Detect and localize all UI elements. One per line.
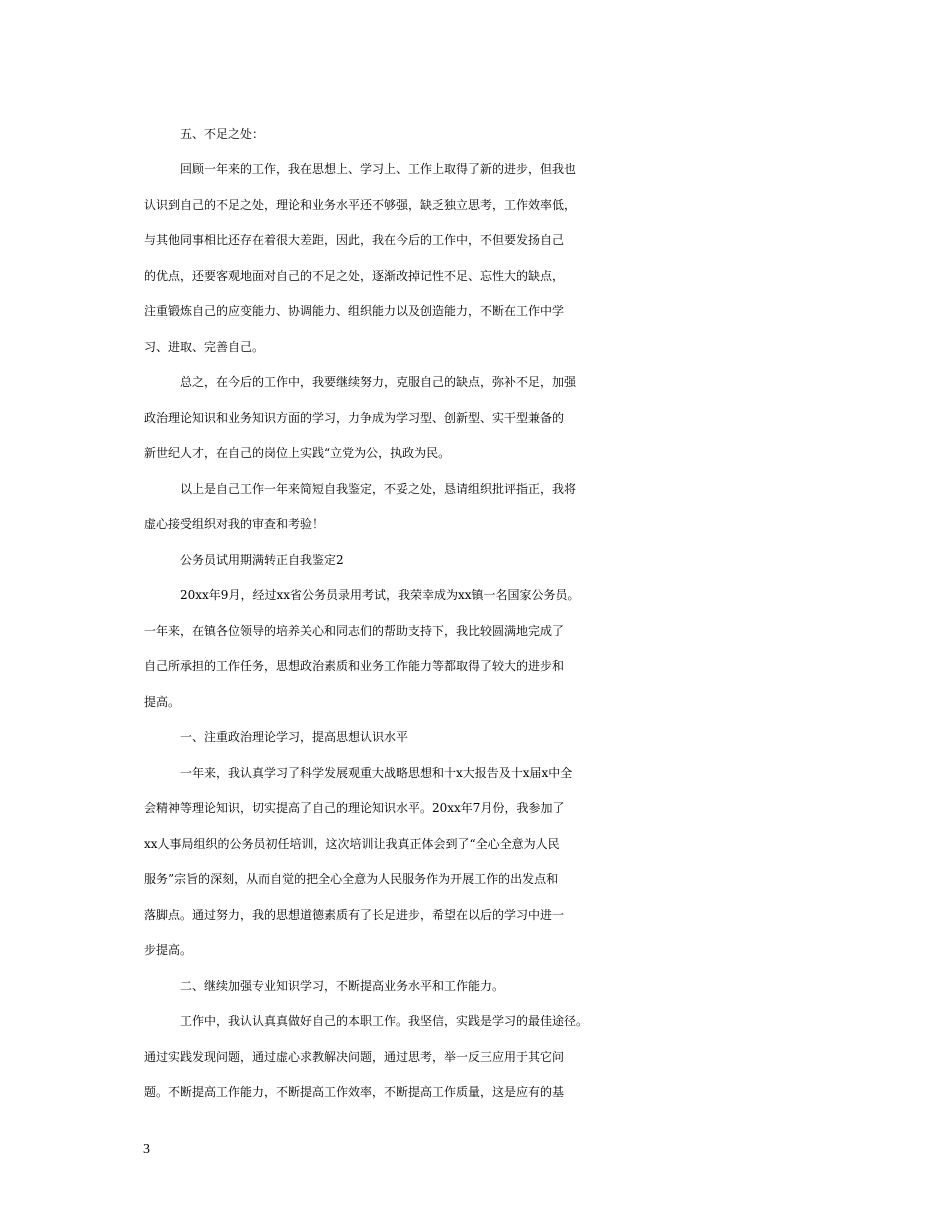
text-line: 五、不足之处： <box>180 127 265 141</box>
text-line: 自己所承担的工作任务，思想政治素质和业务工作能力等都取得了较大的进步和 <box>144 659 565 673</box>
text-line: 注重锻炼自己的应变能力、协调能力、组织能力以及创造能力，不断在工作中学 <box>144 304 565 318</box>
text-line: 服务”宗旨的深刻，从而自觉的把全心全意为人民服务作为开展工作的出发点和 <box>144 872 559 886</box>
text-line: 以上是自己工作一年来简短自我鉴定，不妥之处，恳请组织批评指正，我将 <box>180 482 577 496</box>
text-line: 一年来，在镇各位领导的培养关心和同志们的帮助支持下，我比较圆满地完成了 <box>144 624 565 638</box>
text-line: 落脚点。通过努力，我的思想道德素质有了长足进步，希望在以后的学习中进一 <box>144 908 565 922</box>
text-line: 习、进取、完善自己。 <box>144 340 265 354</box>
text-line: 步提高。 <box>144 943 193 957</box>
section-heading: 二、继续加强专业知识学习，不断提高业务水平和工作能力。 <box>180 979 505 993</box>
text-line: 新世纪人才，在自己的岗位上实践“立党为公，执政为民。 <box>144 446 451 460</box>
text-line: xx人事局组织的公务员初任培训，这次培训让我真正体会到了“全心全意为人民 <box>144 837 560 851</box>
section-title: 公务员试用期满转正自我鉴定2 <box>180 553 344 567</box>
text-line: 回顾一年来的工作，我在思想上、学习上、工作上取得了新的进步，但我也 <box>180 162 577 176</box>
text-line: 一年来，我认真学习了科学发展观重大战略思想和十x大报告及十x届x中全 <box>180 766 573 780</box>
text-line: 提高。 <box>144 695 181 709</box>
text-line: 20xx年9月，经过xx省公务员录用考试，我荣幸成为xx镇一名国家公务员。 <box>180 588 580 602</box>
text-line: 总之，在今后的工作中，我要继续努力，克服自己的缺点，弥补不足，加强 <box>180 375 577 389</box>
text-line: 与其他同事相比还存在着很大差距，因此，我在今后的工作中，不但要发扬自己 <box>144 233 565 247</box>
section-heading: 一、注重政治理论学习，提高思想认识水平 <box>180 730 409 744</box>
text-line: 会精神等理论知识，切实提高了自己的理论知识水平。20xx年7月份，我参加了 <box>144 801 565 815</box>
text-line: 题。不断提高工作能力，不断提高工作效率，不断提高工作质量，这是应有的基 <box>144 1085 565 1099</box>
text-line: 虚心接受组织对我的审查和考验！ <box>144 517 325 531</box>
text-line: 认识到自己的不足之处，理论和业务水平还不够强，缺乏独立思考，工作效率低， <box>144 198 577 212</box>
text-line: 政治理论知识和业务知识方面的学习，力争成为学习型、创新型、实干型兼备的 <box>144 411 565 425</box>
text-line: 工作中，我认认真真做好自己的本职工作。我坚信，实践是学习的最佳途径。 <box>180 1014 589 1028</box>
text-line: 的优点，还要客观地面对自己的不足之处，逐渐改掉记性不足、忘性大的缺点， <box>144 269 565 283</box>
text-line: 通过实践发现问题，通过虚心求教解决问题，通过思考，举一反三应用于其它问 <box>144 1050 565 1064</box>
page-number: 3 <box>143 1142 150 1157</box>
